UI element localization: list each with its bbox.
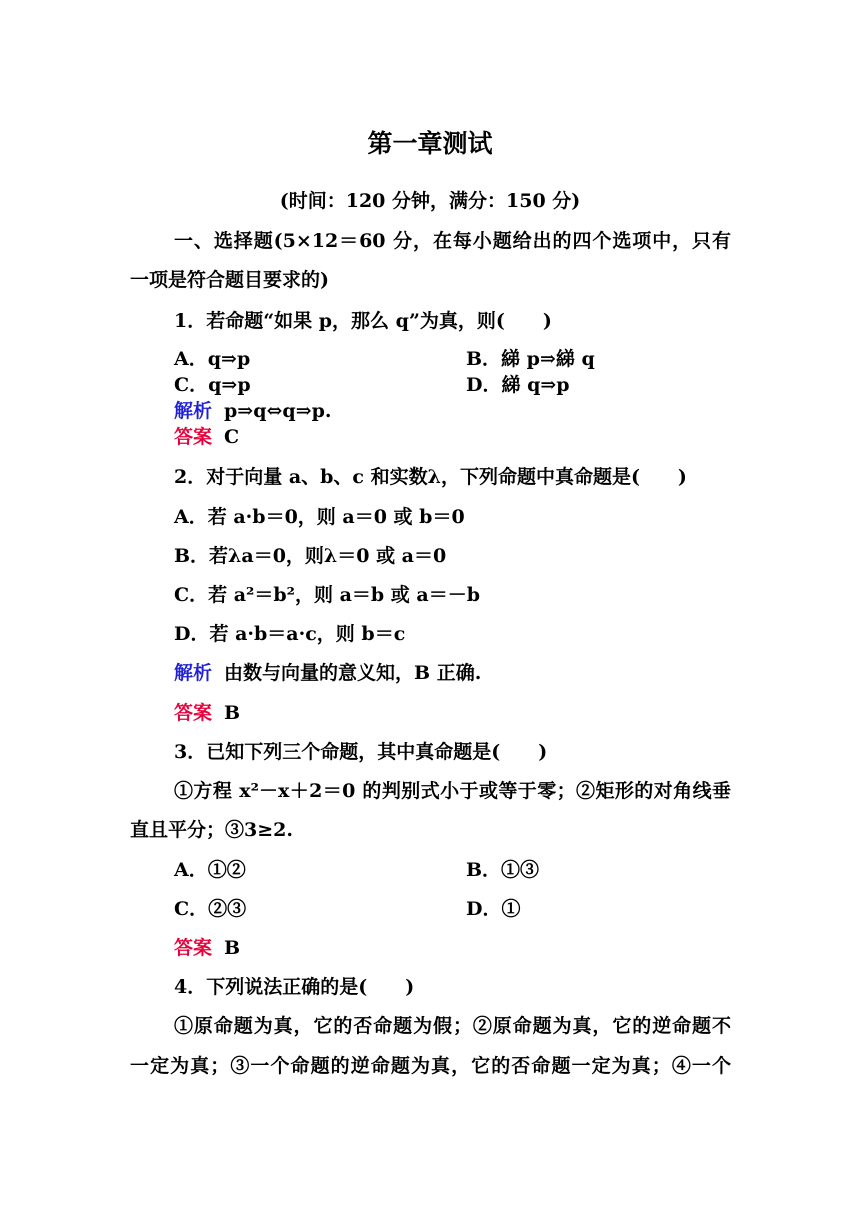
analysis-row xyxy=(174,399,332,423)
answer-text: B xyxy=(224,937,241,959)
option-a: A．q⇒p xyxy=(174,348,251,370)
option-c: C．q⇒p xyxy=(174,374,251,396)
question-stem: 1．若命题“如果 p，那么 q”为真，则( ) xyxy=(174,310,552,332)
analysis-text: p⇒q⇔q⇒p. xyxy=(224,400,332,422)
option-b: B．綈 p⇒綈 q xyxy=(466,348,595,370)
option-a: A．①② xyxy=(174,859,246,881)
analysis-text: 由数与向量的意义知，B 正确. xyxy=(224,662,482,684)
option-b: B．若λa＝0，则λ＝0 或 a＝0 xyxy=(174,545,447,567)
answer-row xyxy=(174,425,239,449)
answer-label: 答案 xyxy=(174,702,213,724)
analysis-label: 解析 xyxy=(174,662,213,684)
option-d: D．綈 q⇒p xyxy=(466,374,570,396)
answer-row xyxy=(174,936,240,960)
option-d: D．若 a·b＝a·c，则 b＝c xyxy=(174,623,406,645)
analysis-row xyxy=(174,661,481,685)
option-c: C．②③ xyxy=(174,898,247,920)
option-b: B．①③ xyxy=(466,859,540,881)
option-a: A．若 a·b＝0，则 a＝0 或 b＝0 xyxy=(174,506,465,528)
question-stem: 4．下列说法正确的是( ) xyxy=(174,976,415,998)
question-body: 一定为真；③一个命题的逆命题为真，它的否命题一定为真；④一个 xyxy=(130,1055,731,1077)
page-title: 第一章测试 xyxy=(367,129,493,158)
question-body: ①方程 x²－x＋2＝0 的判别式小于或等于零；②矩形的对角线垂 xyxy=(174,780,731,802)
answer-text: B xyxy=(224,702,241,724)
answer-label: 答案 xyxy=(174,426,213,448)
option-d: D．① xyxy=(466,898,521,920)
answer-label: 答案 xyxy=(174,937,213,959)
analysis-label: 解析 xyxy=(174,400,213,422)
test-meta: (时间：120 分钟，满分：150 分) xyxy=(279,190,581,212)
question-body: ①原命题为真，它的否命题为假；②原命题为真，它的逆命题不 xyxy=(174,1015,731,1037)
option-c: C．若 a²＝b²，则 a＝b 或 a＝－b xyxy=(174,584,481,606)
question-stem: 2．对于向量 a、b、c 和实数λ，下列命题中真命题是( ) xyxy=(174,466,687,488)
answer-row xyxy=(174,701,240,725)
question-stem: 3．已知下列三个命题，其中真命题是( ) xyxy=(174,741,548,763)
question-body: 直且平分；③3≥2. xyxy=(130,819,293,841)
answer-text: C xyxy=(224,426,240,448)
